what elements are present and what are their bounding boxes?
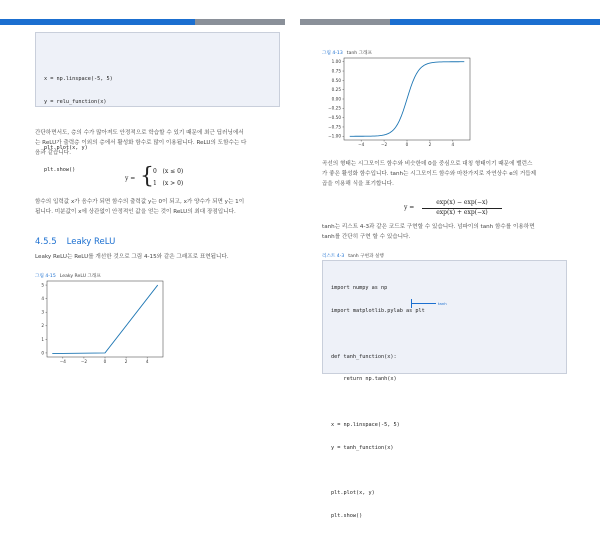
left-header-bar	[0, 19, 285, 25]
text-line: 곡선의 형태는 시그모이드 함수와 비슷한데 0을 중심으로 대칭 형태이기 때문에 밸런스	[322, 161, 533, 167]
code-line: y = relu_function(x)	[44, 98, 107, 105]
formula-lhs: y =	[404, 204, 415, 211]
y-tick-label: 0.25	[331, 87, 341, 93]
code-line: x = np.linspace(-5, 5)	[44, 76, 113, 83]
code-line: x = np.linspace(-5, 5)	[331, 421, 400, 428]
text-line: 가 좋은 활성화 함수입니다. tanh는 시그모이드 함수와 마찬가지로 자연상수 e의 거듭제	[322, 171, 537, 177]
code-line: def tanh_function(x):	[331, 353, 397, 360]
relu-derivative-formula	[125, 164, 225, 192]
text-line: 됩니다. 미분값이 x에 상관없이 안정적인 값을 얻는 것이 ReLU의 최대 장점입니다.	[35, 209, 236, 215]
formula-case: 0 (x ≤ 0)	[153, 168, 184, 175]
code-line: import numpy as np	[331, 285, 388, 292]
formula-denominator: exp(x) + exp(−x)	[436, 209, 488, 216]
x-tick-label: 2	[428, 142, 432, 147]
y-tick-label: 0	[41, 350, 44, 356]
code-line: import matplotlib.pylab as plt	[331, 307, 425, 314]
text-line: 함수의 입력값 x가 음수가 되면 함수의 출력값 y는 0이 되고, x가 양수가 되면 y는 1이	[35, 199, 245, 205]
y-tick-label: −1.00	[328, 133, 341, 139]
y-tick-label: 2	[41, 323, 44, 329]
leaky-relu-intro: Leaky ReLU는 ReLU를 개선한 것으로 그림 4-15와 같은 그래프로 표현됩니다.	[35, 254, 229, 260]
tanh-paragraph	[322, 159, 567, 189]
code-annotation: tanh	[438, 301, 447, 306]
right-header-bar	[300, 19, 600, 25]
section-heading	[35, 237, 115, 247]
figure-number: 그림 4-13	[322, 51, 343, 56]
text-line: 곱을 이용해 식을 표기합니다.	[322, 181, 394, 187]
x-tick-label: −4	[358, 142, 365, 147]
x-tick-label: 2	[124, 359, 128, 364]
listing-number: 리스트 4-3	[322, 254, 345, 259]
y-tick-label: 5	[41, 282, 44, 288]
formula-lhs: y =	[125, 175, 136, 182]
tanh-formula	[404, 199, 544, 219]
y-tick-label: 0.50	[331, 77, 341, 83]
y-tick-label: 0.00	[331, 96, 341, 102]
y-tick-label: 0.75	[331, 68, 341, 74]
y-tick-label: −0.25	[328, 105, 341, 111]
y-tick-label: −0.75	[328, 124, 341, 130]
formula-numerator: exp(x) − exp(−x)	[436, 199, 488, 206]
code-line: plt.plot(x, y)	[44, 144, 88, 151]
y-tick-label: −0.50	[328, 115, 341, 121]
x-tick-label: −2	[80, 359, 88, 364]
section-number: 4.5.5	[35, 237, 57, 247]
y-tick-label: 1	[41, 336, 44, 342]
annotation-line	[412, 303, 436, 304]
x-tick-label: 4	[451, 142, 455, 147]
figure-title: Leaky ReLU 그래프	[59, 274, 101, 279]
y-tick-label: 1.00	[331, 59, 341, 65]
plot-frame	[47, 281, 163, 357]
listing-caption	[322, 253, 384, 259]
listing-title: tanh 구현과 실행	[348, 254, 384, 259]
formula-brace: {	[140, 164, 154, 189]
text-line: tanh는 리스트 4-3과 같은 코드로 구현할 수 있습니다. 넘파이의 tanh 함수를 이용하면	[322, 224, 535, 230]
relu-paragraph	[35, 128, 280, 158]
code-line: y = tanh_function(x)	[331, 444, 394, 451]
tanh-chart	[322, 56, 472, 156]
x-tick-label: −4	[59, 359, 66, 364]
relu-advantage-paragraph	[35, 197, 280, 217]
x-tick-label: 0	[405, 142, 409, 147]
code-line: plt.show()	[44, 167, 76, 174]
code-line	[331, 399, 558, 407]
leaky-relu-chart	[35, 279, 165, 371]
figure-number: 그림 4-15	[35, 274, 56, 279]
code-line: plt.plot(x, y)	[331, 490, 375, 497]
y-tick-label: 3	[41, 309, 44, 315]
text-line: tanh를 간단히 구현 할 수 있습니다.	[322, 234, 411, 240]
figure-title: tanh 그래프	[346, 51, 372, 56]
code-line	[331, 331, 558, 339]
code-line: return np.tanh(x)	[331, 376, 397, 383]
section-title: Leaky ReLU	[66, 237, 116, 247]
formula-case: 1 (x > 0)	[153, 180, 184, 187]
y-tick-label: 4	[41, 296, 44, 302]
code-line: plt.show()	[331, 513, 363, 519]
x-tick-label: 4	[145, 359, 149, 364]
text-line: 간단하면서도, 층의 수가 많아져도 안정적으로 학습할 수 있기 때문에 최근 딥러닝에서	[35, 130, 244, 136]
x-tick-label: −2	[380, 142, 388, 147]
x-tick-label: 0	[103, 359, 107, 364]
code-line	[331, 467, 558, 475]
text-line: 는 ReLU가 출력층 이외의 층에서 활성화 함수로 많이 이용됩니다. ReLU의 도함수는 다	[35, 140, 247, 146]
text-line: 음과 같습니다.	[35, 150, 71, 156]
tanh-impl-paragraph	[322, 222, 567, 242]
tanh-code-block	[322, 260, 567, 519]
